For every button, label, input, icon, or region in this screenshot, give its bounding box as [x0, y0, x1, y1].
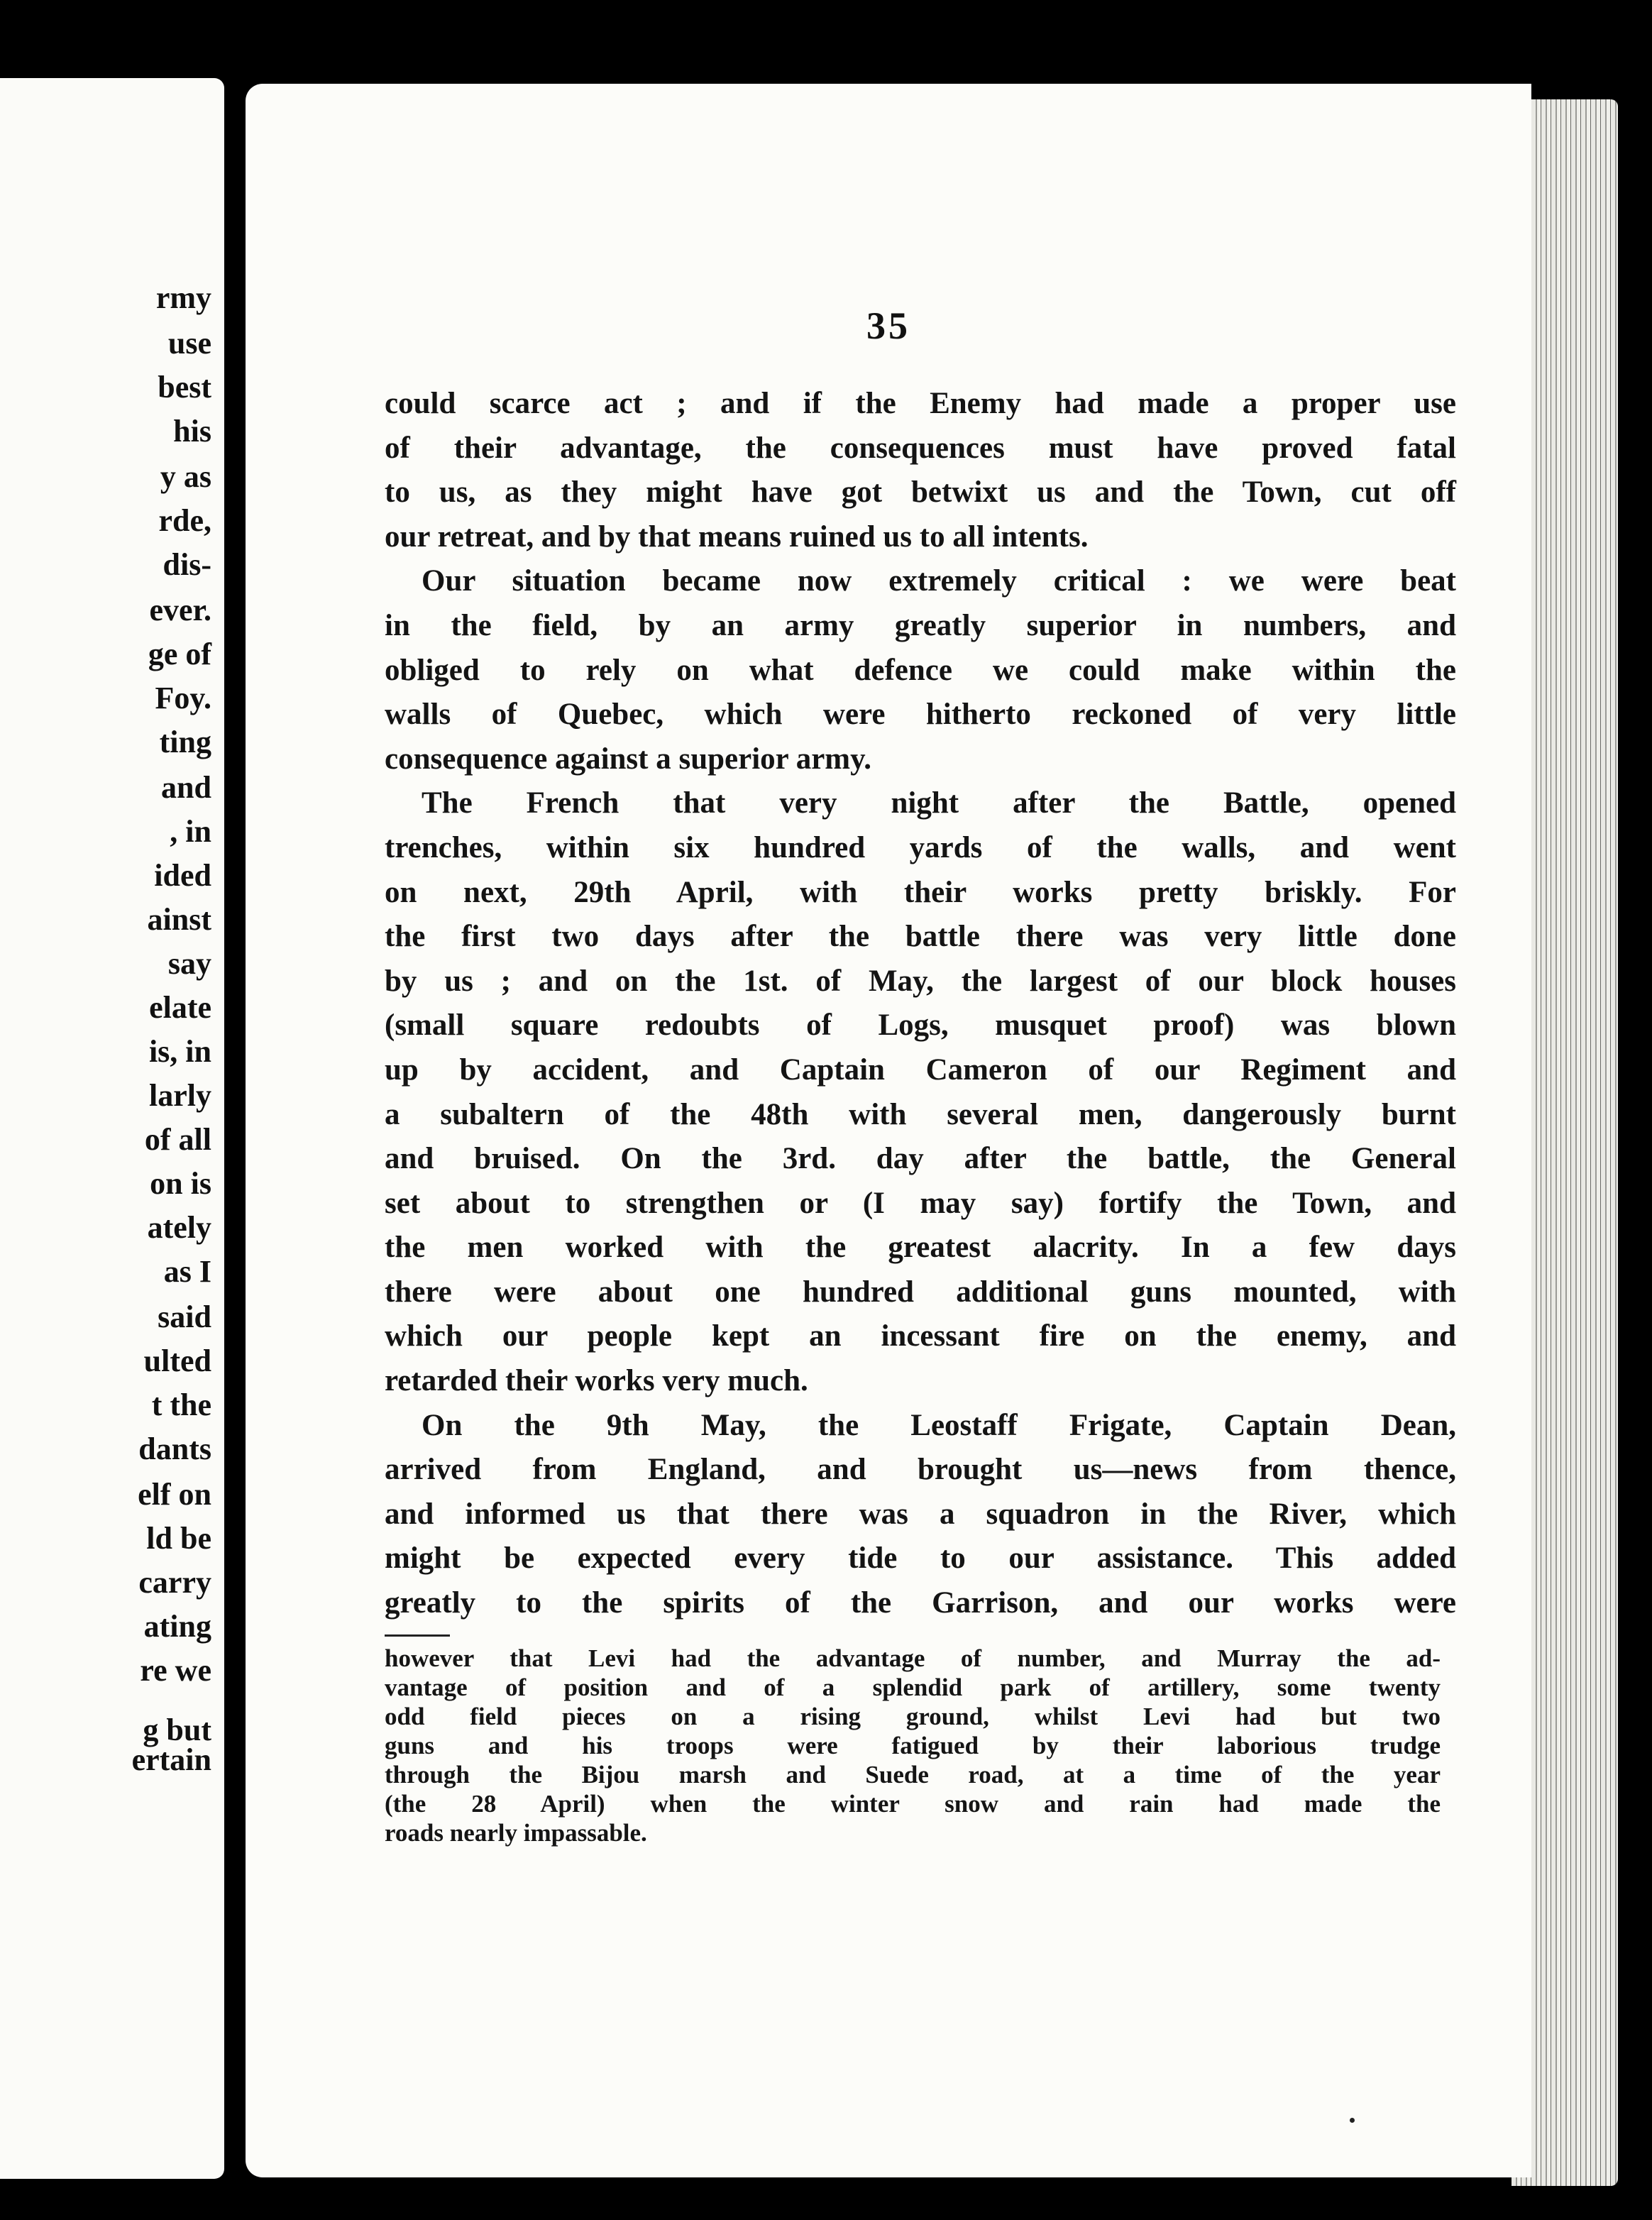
- text-line: by us ; and on the 1st. of May, the largest of our block houses: [385, 964, 1456, 998]
- left-page-fragment: ting: [159, 725, 211, 759]
- left-page-fragment: g but: [143, 1713, 211, 1747]
- left-page-fragment: ld be: [146, 1521, 211, 1556]
- text-line: a subaltern of the 48th with several men, dangerously burnt: [385, 1097, 1456, 1131]
- text-line: set about to strengthen or (I may say) fortify the Town, and: [385, 1186, 1456, 1220]
- text-line: trenches, within six hundred yards of the walls, and went: [385, 830, 1456, 864]
- text-line: of their advantage, the consequences must have proved fatal: [385, 431, 1456, 465]
- left-page-fragment: is, in: [148, 1034, 211, 1069]
- text-line: retarded their works very much.: [385, 1364, 808, 1398]
- left-page-fragment: say: [167, 946, 211, 981]
- text-line: up by accident, and Captain Cameron of our Regiment and: [385, 1053, 1456, 1087]
- left-page-fragment: of all: [144, 1122, 211, 1157]
- left-page-fragment: best: [158, 370, 211, 405]
- main-page: [246, 84, 1531, 2177]
- left-page-fragment: use: [167, 326, 211, 361]
- text-line: might be expected every tide to our assistance. This added: [385, 1542, 1456, 1576]
- left-page-fragment: ulted: [143, 1343, 211, 1378]
- ink-speck: [1350, 2118, 1355, 2123]
- footnote-line: vantage of position and of a splendid park of artillery, some twenty: [385, 1674, 1441, 1701]
- text-line: to us, as they might have got betwixt us and the Town, cut off: [385, 476, 1456, 510]
- text-line: arrived from England, and brought us—news from thence,: [385, 1453, 1456, 1487]
- text-line: which our people kept an incessant fire on the enemy, and: [385, 1319, 1456, 1353]
- footnote-line: odd field pieces on a rising ground, whilst Levi had but two: [385, 1703, 1441, 1730]
- footnote-line: roads nearly impassable.: [385, 1819, 647, 1847]
- left-page-fragment: ge of: [148, 637, 211, 671]
- footnote-line: however that Levi had the advantage of number, and Murray the ad-: [385, 1644, 1441, 1672]
- text-line: and bruised. On the 3rd. day after the battle, the General: [385, 1142, 1456, 1176]
- left-page-fragment: ainst: [147, 902, 211, 937]
- left-page-fragment: y as: [160, 459, 211, 494]
- footnote-line: through the Bijou marsh and Suede road, at a time of the year: [385, 1761, 1441, 1788]
- left-page-fragment: ertain: [131, 1742, 211, 1777]
- footnote-line: (the 28 April) when the winter snow and rain had made the: [385, 1790, 1441, 1818]
- footnote-line: guns and his troops were fatigued by their laborious trudge: [385, 1732, 1441, 1759]
- left-page-fragment: re we: [140, 1653, 211, 1688]
- text-line: On the 9th May, the Leostaff Frigate, Captain Dean,: [422, 1408, 1456, 1442]
- left-page-fragment: t the: [151, 1388, 211, 1422]
- left-page-fragment: larly: [149, 1078, 211, 1113]
- left-page-fragment: said: [158, 1299, 211, 1334]
- left-page-fragment: ating: [143, 1609, 211, 1644]
- paragraph-3: [385, 781, 1456, 1403]
- left-page-fragment: rmy: [155, 280, 211, 315]
- paragraph-1: [385, 382, 1456, 559]
- page-number: 35: [866, 304, 910, 347]
- left-page-fragment: , in: [170, 814, 211, 849]
- left-facing-page: [0, 78, 224, 2179]
- left-page-fragment: ever.: [149, 593, 211, 627]
- text-line: there were about one hundred additional guns mounted, with: [385, 1275, 1456, 1309]
- left-page-fragment: ided: [154, 858, 211, 893]
- text-line: greatly to the spirits of the Garrison, and our works were: [385, 1586, 1456, 1620]
- left-page-fragment: as I: [163, 1254, 211, 1289]
- text-line: walls of Quebec, which were hitherto reckoned of very little: [385, 698, 1456, 732]
- text-line: could scarce act ; and if the Enemy had made a proper use: [385, 387, 1456, 420]
- text-line: on next, 29th April, with their works pretty briskly. For: [385, 875, 1456, 909]
- body-text: [385, 382, 1456, 1626]
- left-page-fragment: Foy.: [155, 681, 211, 715]
- text-line: and informed us that there was a squadron in the River, which: [385, 1497, 1456, 1531]
- text-line: consequence against a superior army.: [385, 742, 872, 776]
- left-page-fragment: carry: [138, 1565, 211, 1600]
- left-page-fragment: on is: [150, 1166, 211, 1201]
- left-page-fragment: his: [173, 414, 211, 449]
- text-line: the men worked with the greatest alacrity. In a few days: [385, 1231, 1456, 1265]
- text-line: the first two days after the battle there was very little done: [385, 920, 1456, 954]
- footnote-rule: [385, 1634, 450, 1637]
- left-page-fragment: elf on: [138, 1477, 211, 1512]
- text-line: The French that very night after the Battle, opened: [422, 786, 1456, 820]
- text-line: our retreat, and by that means ruined us to all intents.: [385, 520, 1089, 554]
- footnote: [385, 1644, 1441, 1847]
- left-page-fragment: dants: [138, 1432, 211, 1466]
- left-page-fragment: elate: [149, 990, 211, 1025]
- left-page-fragment: rde,: [158, 503, 211, 538]
- text-line: Our situation became now extremely critical : we were beat: [422, 564, 1456, 598]
- text-line: (small square redoubts of Logs, musquet proof) was blown: [385, 1009, 1456, 1043]
- left-page-fragment: dis-: [163, 547, 211, 582]
- text-line: obliged to rely on what defence we could make within the: [385, 653, 1456, 687]
- paragraph-4: [385, 1404, 1456, 1626]
- left-page-fragment: ately: [147, 1210, 211, 1245]
- left-page-fragment: and: [161, 770, 211, 805]
- text-line: in the field, by an army greatly superior in numbers, and: [385, 608, 1456, 642]
- paragraph-2: [385, 559, 1456, 781]
